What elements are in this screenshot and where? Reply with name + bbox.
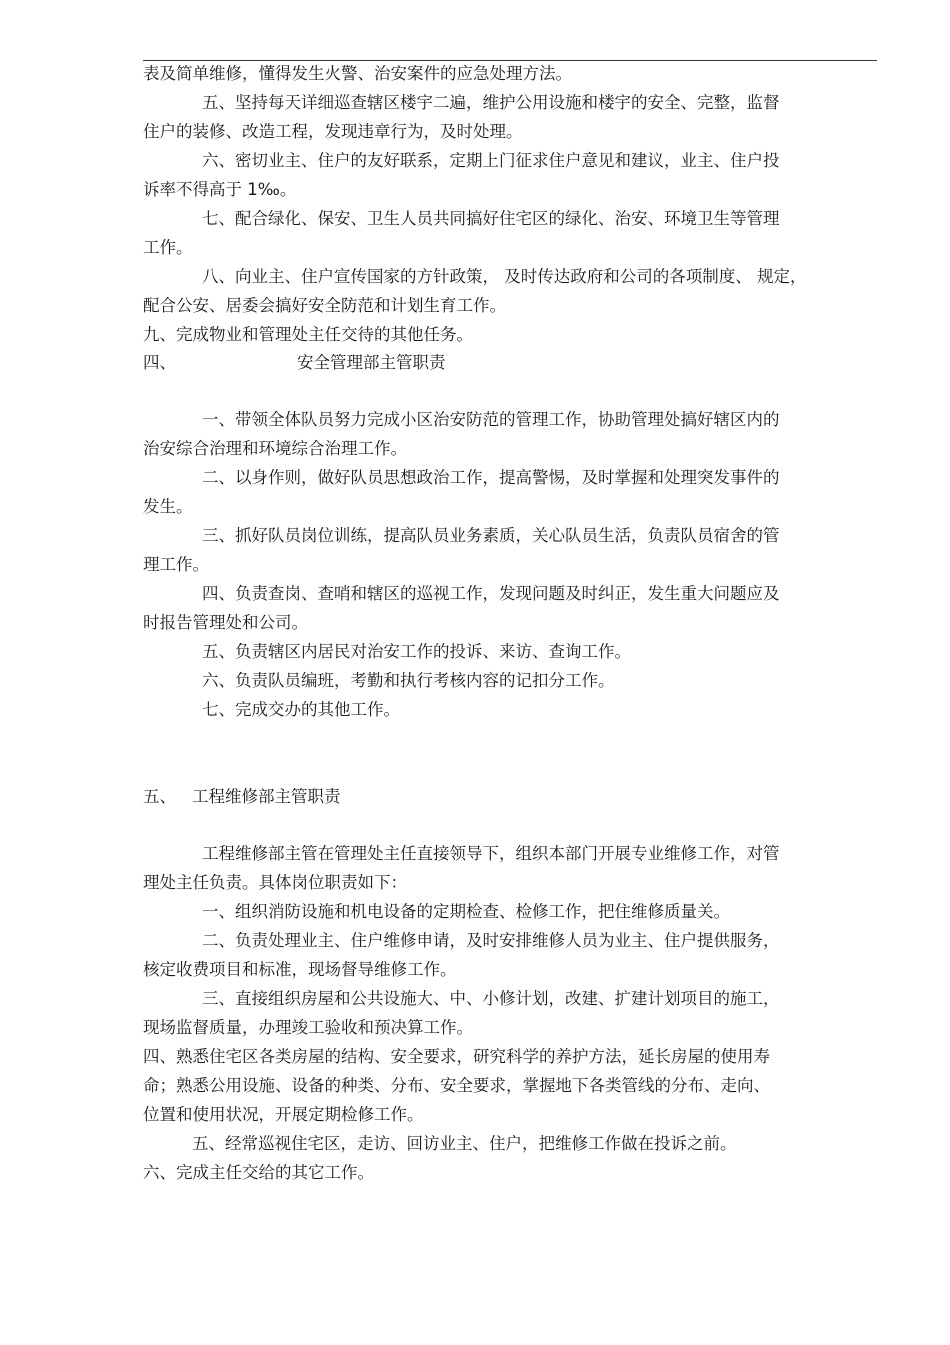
paragraph-line: 七、完成交办的其他工作。: [202, 700, 400, 719]
section-5-title: 工程维修部主管职责: [192, 787, 341, 806]
paragraph-line: 九、完成物业和管理处主任交待的其他任务。: [143, 325, 473, 344]
paragraph-line: 表及简单维修，懂得发生火警、治安案件的应急处理方法。: [143, 64, 572, 83]
paragraph-line: 五、负责辖区内居民对治安工作的投诉、来访、查询工作。: [202, 642, 631, 661]
paragraph-line: 配合公安、居委会搞好安全防范和计划生育工作。: [143, 296, 506, 315]
paragraph-line: 一、带领全体队员努力完成小区治安防范的管理工作，协助管理处搞好辖区内的: [202, 410, 780, 429]
paragraph-line: 六、负责队员编班，考勤和执行考核内容的记扣分工作。: [202, 671, 615, 690]
paragraph-line: 核定收费项目和标准，现场督导维修工作。: [143, 960, 457, 979]
paragraph-line: 二、以身作则，做好队员思想政治工作，提高警惕，及时掌握和处理突发事件的: [202, 468, 780, 487]
paragraph-line: 位置和使用状况，开展定期检修工作。: [143, 1105, 424, 1124]
paragraph-line: 六、密切业主、住户的友好联系，定期上门征求住户意见和建议，业主、住户投: [202, 151, 780, 170]
paragraph-line: 六、完成主任交给的其它工作。: [143, 1163, 374, 1182]
paragraph-line: 七、配合绿化、保安、卫生人员共同搞好住宅区的绿化、治安、环境卫生等管理: [202, 209, 780, 228]
paragraph-line: 发生。: [143, 497, 193, 516]
paragraph-line: 五、坚持每天详细巡查辖区楼宇二遍，维护公用设施和楼宇的安全、完整，监督: [202, 93, 780, 112]
section-4-title: 安全管理部主管职责: [297, 353, 446, 372]
paragraph-line: 八、向业主、住户宣传国家的方针政策， 及时传达政府和公司的各项制度、 规定，: [202, 267, 807, 286]
paragraph-line: 二、负责处理业主、住户维修申请，及时安排维修人员为业主、住户提供服务，: [202, 931, 780, 950]
paragraph-line: 时报告管理处和公司。: [143, 613, 308, 632]
paragraph-line: 四、熟悉住宅区各类房屋的结构、安全要求，研究科学的养护方法，延长房屋的使用寿: [143, 1047, 770, 1066]
paragraph-line: 一、组织消防设施和机电设备的定期检查、检修工作，把住维修质量关。: [202, 902, 730, 921]
paragraph-line: 理工作。: [143, 555, 209, 574]
paragraph-line: 命；熟悉公用设施、设备的种类、分布、安全要求，掌握地下各类管线的分布、走向、: [143, 1076, 770, 1095]
paragraph-line: 工作。: [143, 238, 193, 257]
paragraph-line: 理处主任负责。具体岗位职责如下：: [143, 873, 407, 892]
paragraph-line: 三、抓好队员岗位训练，提高队员业务素质，关心队员生活，负责队员宿舍的管: [202, 526, 780, 545]
paragraph-line: 住户的装修、改造工程，发现违章行为，及时处理。: [143, 122, 523, 141]
section-5-number: 五、: [143, 787, 176, 806]
paragraph-line: 工程维修部主管在管理处主任直接领导下，组织本部门开展专业维修工作，对管: [202, 844, 780, 863]
section-4-number: 四、: [143, 353, 176, 372]
paragraph-line: 三、直接组织房屋和公共设施大、中、小修计划，改建、扩建计划项目的施工，: [202, 989, 780, 1008]
paragraph-line: 诉率不得高于 1‰。: [143, 180, 297, 199]
paragraph-line: 治安综合治理和环境综合治理工作。: [143, 439, 407, 458]
paragraph-line: 五、经常巡视住宅区，走访、回访业主、住户，把维修工作做在投诉之前。: [192, 1134, 737, 1153]
paragraph-line: 现场监督质量，办理竣工验收和预决算工作。: [143, 1018, 473, 1037]
header-rule: [143, 60, 877, 61]
paragraph-line: 四、负责查岗、查哨和辖区的巡视工作，发现问题及时纠正，发生重大问题应及: [202, 584, 780, 603]
